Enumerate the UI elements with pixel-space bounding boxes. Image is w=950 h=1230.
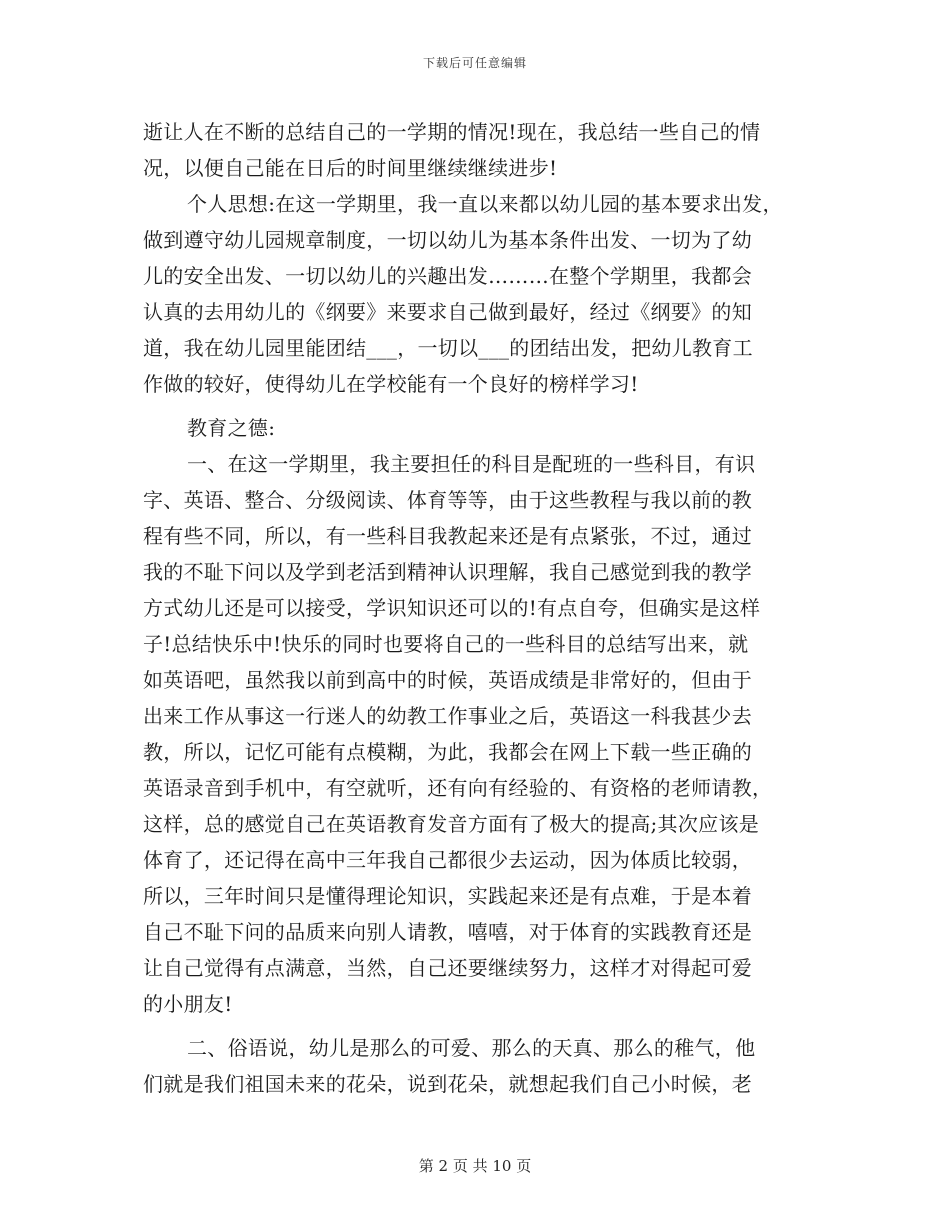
paragraph-start-line: 个人思想:在这一学期里，我一直以来都以幼儿园的基本要求出发， [187,192,783,216]
text-line: 程有些不同，所以，有一些科目我教起来还是有点紧张，不过，通过 [143,524,752,548]
text-line: 教，所以，记忆可能有点模糊，为此，我都会在网上下载一些正确的 [143,740,752,764]
text-line: 儿的安全出发、一切以幼儿的兴趣出发………在整个学期里，我都会 [143,264,752,288]
page-number: 第 2 页 共 10 页 [418,1157,532,1175]
text-line: 这样，总的感觉自己在英语教育发音方面有了极大的提高;其次应该是 [143,812,760,836]
text-line: 们就是我们祖国未来的花朵，说到花朵，就想起我们自己小时候，老 [143,1072,752,1096]
section-heading: 教育之德: [187,416,276,440]
text-line: 所以，三年时间只是懂得理论知识，实践起来还是有点难，于是本着 [143,884,752,908]
paragraph-start-line: 二、俗语说，幼儿是那么的可爱、那么的天真、那么的稚气，他 [187,1036,756,1060]
text-line: 认真的去用幼儿的《纲要》来要求自己做到最好，经过《纲要》的知 [143,300,752,324]
text-line: 我的不耻下问以及学到老活到精神认识理解，我自己感觉到我的教学 [143,560,752,584]
text-line: 出来工作从事这一行迷人的幼教工作事业之后，英语这一科我甚少去 [143,704,752,728]
text-line: 如英语吧，虽然我以前到高中的时候，英语成绩是非常好的，但由于 [143,668,752,692]
text-line: 字、英语、整合、分级阅读、体育等等，由于这些教程与我以前的教 [143,488,752,512]
text-line: 体育了，还记得在高中三年我自己都很少去运动，因为体质比较弱， [143,848,752,872]
text-line: 逝让人在不断的总结自己的一学期的情况!现在，我总结一些自己的情 [143,120,761,144]
text-line: 况，以便自己能在日后的时间里继续继续进步! [143,156,558,180]
text-line: 自己不耻下问的品质来向别人请教，嘻嘻，对于体育的实践教育还是 [143,920,752,944]
text-line: 子!总结快乐中!快乐的同时也要将自己的一些科目的总结写出来，就 [143,632,749,656]
text-line: 英语录音到手机中，有空就听，还有向有经验的、有资格的老师请教， [143,776,773,800]
text-line: 作做的较好，使得幼儿在学校能有一个良好的榜样学习! [143,372,639,396]
text-line: 的小朋友! [143,992,233,1016]
text-line: 让自己觉得有点满意，当然，自己还要继续努力，这样才对得起可爱 [143,956,752,980]
page-header: 下载后可任意编辑 [422,56,527,70]
text-line: 方式幼儿还是可以接受，学识知识还可以的!有点自夸，但确实是这样 [143,596,761,620]
paragraph-start-line: 一、在这一学期里，我主要担任的科目是配班的一些科目，有识 [187,452,756,476]
document-body [143,114,811,1102]
text-line: 道，我在幼儿园里能团结___，一切以___的团结出发，把幼儿教育工 [143,336,753,360]
text-line: 做到遵守幼儿园规章制度，一切以幼儿为基本条件出发、一切为了幼 [143,228,752,252]
